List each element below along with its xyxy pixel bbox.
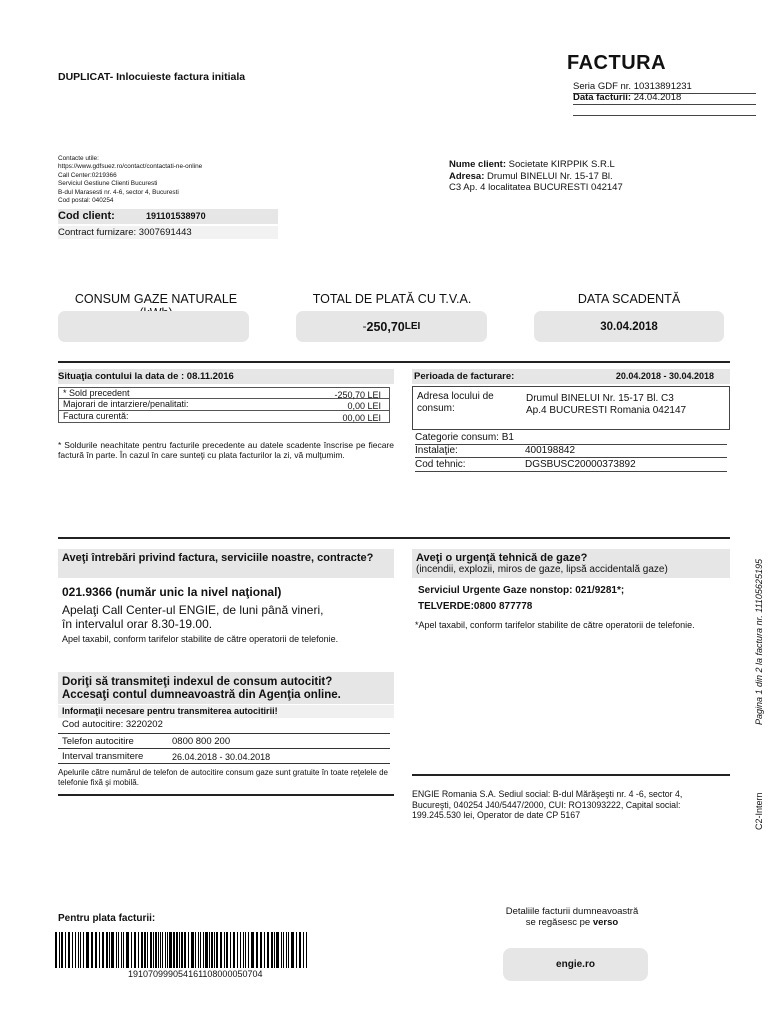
billing-period-label: Perioada de facturare: <box>414 371 515 382</box>
duplicate-notice: DUPLICAT- Inlocuieste factura initiala <box>58 71 246 83</box>
barcode-bar <box>220 932 222 968</box>
barcode-bar <box>83 932 84 968</box>
barcode-bar <box>141 932 143 968</box>
barcode-bar <box>281 932 282 968</box>
account-row <box>58 411 390 423</box>
barcode-bar <box>248 932 249 968</box>
account-row-label: Majorari de intarziere/penalitati: <box>63 399 189 409</box>
self-reading-interval-value: 26.04.2018 - 30.04.2018 <box>172 752 271 762</box>
emergency-service[interactable]: Serviciul Urgente Gaze nonstop: 021/9281*; <box>418 585 625 596</box>
barcode-bar <box>126 932 129 968</box>
barcode-bar <box>216 932 218 968</box>
website-link[interactable]: engie.ro <box>503 948 648 981</box>
barcode-bar <box>230 932 231 968</box>
contacts-line: Cod postal: 040254 <box>58 197 114 205</box>
account-row <box>58 387 390 399</box>
barcode-bar <box>95 932 97 968</box>
due-date-label: DATA SCADENTĂ <box>577 292 681 306</box>
self-reading-title-2: Accesaţi contul dumneavoastră din Agenţia online. <box>62 689 341 701</box>
barcode-bar <box>116 932 117 968</box>
contract-number <box>58 226 278 239</box>
invoice-details-line1: Detaliile facturii dumneavoastră <box>505 906 639 917</box>
contacts-line: Contacte utile: <box>58 155 99 162</box>
questions-title: Aveţi întrebări privind factura, serviciile noastre, contracte? <box>62 552 374 564</box>
barcode-bar <box>198 932 199 968</box>
barcode-bar <box>144 932 146 968</box>
invoice-details-line2 <box>472 917 672 928</box>
contacts-line: Serviciul Gestiune Clienti Bucuresti <box>58 180 158 188</box>
consumption-category: Categorie consum: B1 <box>415 432 727 445</box>
installation-value: 400198842 <box>525 445 576 456</box>
barcode-bar <box>118 932 119 968</box>
payment-label: Pentru plata facturii: <box>58 913 156 924</box>
client-address-line2: C3 Ap. 4 localitatea BUCURESTI 042147 <box>449 182 623 193</box>
barcode-bar <box>211 932 213 968</box>
series-value: 10313891231 <box>633 81 692 92</box>
self-reading-phone-value[interactable]: 0800 800 200 <box>172 736 231 747</box>
barcode-bar <box>205 932 208 968</box>
contacts-block <box>58 155 202 205</box>
emergency-note: *Apel taxabil, conform tarifelor stabilite de către operatorii de telefonie. <box>415 620 695 630</box>
barcode-bar <box>61 932 63 968</box>
client-code-value: 191101538970 <box>146 211 206 221</box>
barcode-bar <box>271 932 273 968</box>
client-block <box>449 159 623 194</box>
consumption-value <box>58 311 249 342</box>
series-label: Seria GDF nr. <box>573 81 632 92</box>
emergency-header <box>412 549 730 578</box>
barcode-number: 19107099905416110800005070​4 <box>128 969 263 979</box>
account-row-value: 0,00 LEI <box>347 401 381 411</box>
consumption-address-value-2: Ap.4 BUCURESTI Romania 042147 <box>526 405 687 416</box>
barcode-bar <box>165 932 166 968</box>
self-reading-phone-label: Telefon autocitire <box>62 736 134 747</box>
invoice-title: FACTURA <box>567 52 667 74</box>
barcode-bar <box>184 932 186 968</box>
barcode-bar <box>286 932 287 968</box>
barcode-bar <box>150 932 152 968</box>
barcode-bar <box>134 932 136 968</box>
invoice-date <box>573 92 756 105</box>
section-divider <box>58 537 730 539</box>
consumption-address-value-1: Drumul BINELUI Nr. 15-17 Bl. C3 <box>526 393 674 404</box>
account-status-title-text: Situaţia contului la data de : 08.11.2016 <box>58 371 234 382</box>
invoice-details-note <box>472 906 672 928</box>
barcode-bar <box>91 932 93 968</box>
barcode-bar <box>80 932 81 968</box>
consumption-label: CONSUM GAZE NATURALE <box>74 292 238 306</box>
barcode-bar <box>167 932 168 968</box>
account-note: * Soldurile neachitate pentru facturile precedente au datele scadente înscrise pe fiecare factură în parte. În cazul în care sunteţi cu plata facturilor la zi, vă mulţumim. <box>58 440 394 460</box>
technical-code-value: DGSBUSC20000373892 <box>525 459 636 470</box>
barcode-bar <box>306 932 307 968</box>
client-code <box>58 209 278 224</box>
emergency-subtitle: (incendii, explozii, miros de gaze, lipsă accidentală gaze) <box>416 564 668 575</box>
barcode-bar <box>226 932 228 968</box>
contacts-link[interactable]: https://www.gdfsuez.ro/contact/contactati-ne-online <box>58 163 203 171</box>
total-currency: LEI <box>404 321 421 332</box>
due-date-value: 30.04.2018 <box>534 311 724 342</box>
barcode-bar <box>233 932 235 968</box>
barcode-bar <box>276 932 279 968</box>
barcode-bar <box>72 932 73 968</box>
barcode-bar <box>274 932 275 968</box>
barcode-bar <box>123 932 124 968</box>
barcode-bar <box>243 932 244 968</box>
barcode-bar <box>181 932 183 968</box>
barcode-bar <box>153 932 154 968</box>
barcode-bar <box>203 932 204 968</box>
account-row-label: * Sold precedent <box>63 388 130 398</box>
total-value-box <box>296 311 487 342</box>
barcode-bar <box>55 932 57 968</box>
barcode-bar <box>224 932 225 968</box>
page-number: Pagina 1 din 2 la factura nr. 11105625195 <box>754 559 764 725</box>
total-amount: 250,70 <box>366 319 405 334</box>
barcode-bar <box>176 932 178 968</box>
invoice-details-bold: verso <box>592 917 619 928</box>
account-row-value: 00,00 LEI <box>342 413 381 423</box>
technical-code-label: Cod tehnic: <box>415 459 466 470</box>
classification-label: C2-Intern <box>754 792 764 830</box>
barcode-bar <box>214 932 215 968</box>
company-divider <box>412 774 730 776</box>
barcode-bar <box>169 932 172 968</box>
client-address-label: Adresa: <box>449 170 485 182</box>
barcode-bar <box>111 932 114 968</box>
emergency-title: Aveţi o urgenţă tehnică de gaze? <box>416 552 588 564</box>
call-center-note: Apel taxabil, conform tarifelor stabilite de către operatorii de telefonie. <box>62 634 339 644</box>
call-center-hours-line1: Apelaţi Call Center-ul ENGIE, de luni până vineri, <box>62 603 324 617</box>
self-reading-header <box>58 672 394 704</box>
company-info: ENGIE Romania S.A. Sediul social: B-dul Mărăşeşti nr. 4 -6, sector 4, Bucureşti, 040254 J40/5447/2000, CUI: RO13093222, Capital social: 199.245.530 lei, Operator de date CP 5167 <box>412 789 683 820</box>
technical-code-row <box>415 459 727 472</box>
contacts-line: Call Center:0219366 <box>58 171 117 179</box>
barcode-bar <box>158 932 159 968</box>
barcode-bar <box>138 932 139 968</box>
barcode-bar <box>86 932 89 968</box>
billing-period <box>412 369 730 384</box>
barcode-bar <box>75 932 76 968</box>
account-row-value: -250,70 LEI <box>334 390 381 400</box>
barcode-bar <box>188 932 189 968</box>
barcode-bar <box>195 932 196 968</box>
self-reading-divider <box>58 794 394 796</box>
barcode-bar <box>296 932 297 968</box>
call-center-hours <box>62 603 323 631</box>
self-reading-info: Informaţii necesare pentru transmiterea autocitirii! <box>62 706 278 716</box>
barcode-bar <box>264 932 265 968</box>
barcode-bar <box>131 932 132 968</box>
barcode-bar <box>245 932 246 968</box>
installation-label: Instalaţie: <box>415 445 458 456</box>
consumption-address-label-1: Adresa locului de <box>417 391 494 402</box>
barcode-bar <box>65 932 66 968</box>
self-reading-code: Cod autocitire: 3220202 <box>62 719 163 730</box>
barcode-bar <box>256 932 258 968</box>
call-center-phone[interactable]: 021.9366 (număr unic la nivel naţional) <box>62 585 282 599</box>
questions-header <box>58 549 394 578</box>
barcode-bar <box>179 932 180 968</box>
barcode-bar <box>251 932 254 968</box>
section-divider <box>58 361 730 363</box>
barcode-bar <box>299 932 301 968</box>
barcode-bar <box>106 932 108 968</box>
self-reading-interval-label: Interval transmitere <box>62 751 144 762</box>
invoice-date-label: Data facturii: <box>573 92 632 103</box>
barcode-bar <box>147 932 148 968</box>
barcode-bar <box>260 932 262 968</box>
barcode-bar <box>267 932 269 968</box>
barcode-bar <box>59 932 60 968</box>
contacts-line: B-dul Marasesti nr. 4-6, sector 4, Bucuresti <box>58 188 179 196</box>
barcode-bar <box>102 932 104 968</box>
barcode-bar <box>78 932 79 968</box>
self-reading-interval-row <box>58 749 390 764</box>
consumption-address-value <box>526 393 686 417</box>
account-row-label: Factura curentă: <box>63 411 129 421</box>
barcode-bar <box>162 932 163 968</box>
consumption-address-box <box>412 386 730 430</box>
client-name-label: Nume client: <box>449 159 507 170</box>
barcode-bar <box>291 932 294 968</box>
barcode-bar <box>200 932 201 968</box>
account-status-title <box>58 369 394 384</box>
invoice-date-value: 24.04.2018 <box>633 92 682 103</box>
total-prefix: - <box>362 320 367 333</box>
billing-period-value: 20.04.2018 - 30.04.2018 <box>615 371 714 381</box>
self-reading-phone-row <box>58 734 390 749</box>
call-center-hours-line2: în intervalul orar 8.30-19.00. <box>62 617 213 631</box>
payment-barcode <box>55 932 307 968</box>
contract-value: 3007691443 <box>138 227 192 238</box>
invoice-details-prefix: se regăsesc pe <box>525 917 593 928</box>
barcode-bar <box>288 932 289 968</box>
client-code-label: Cod client: <box>58 210 115 222</box>
total-label: TOTAL DE PLATĂ CU T.V.A. <box>312 292 472 306</box>
barcode-bar <box>109 932 110 968</box>
self-reading-note: Apelurile către numărul de telefon de autocitire consum gaze sunt gratuite în toate reţelele de telefonie fixă şi mobilă. <box>58 768 388 787</box>
barcode-bar <box>283 932 284 968</box>
self-reading-title-1: Doriţi să transmiteţi indexul de consum autocitit? <box>62 676 333 688</box>
self-reading-info-row <box>58 705 394 718</box>
barcode-bar <box>173 932 175 968</box>
barcode-bar <box>121 932 122 968</box>
header-divider <box>573 115 756 116</box>
emergency-tollfree[interactable]: TELVERDE:0800 877778 <box>418 601 533 612</box>
barcode-bar <box>237 932 238 968</box>
barcode-bar <box>303 932 304 968</box>
installation-row <box>415 445 727 458</box>
barcode-bar <box>209 932 210 968</box>
consumption-address-label <box>417 391 494 415</box>
barcode-bar <box>68 932 70 968</box>
consumption-address-label-2: consum: <box>417 403 455 414</box>
barcode-bar <box>155 932 157 968</box>
client-name-value: Societate KIRPPIK S.R.L <box>508 159 615 170</box>
barcode-bar <box>191 932 194 968</box>
barcode-bar <box>240 932 241 968</box>
barcode-bar <box>160 932 161 968</box>
account-row <box>58 399 390 411</box>
contract-label: Contract furnizare: <box>58 227 137 238</box>
barcode-bar <box>99 932 100 968</box>
client-address-line1: Drumul BINELUI Nr. 15-17 Bl. <box>487 170 613 182</box>
